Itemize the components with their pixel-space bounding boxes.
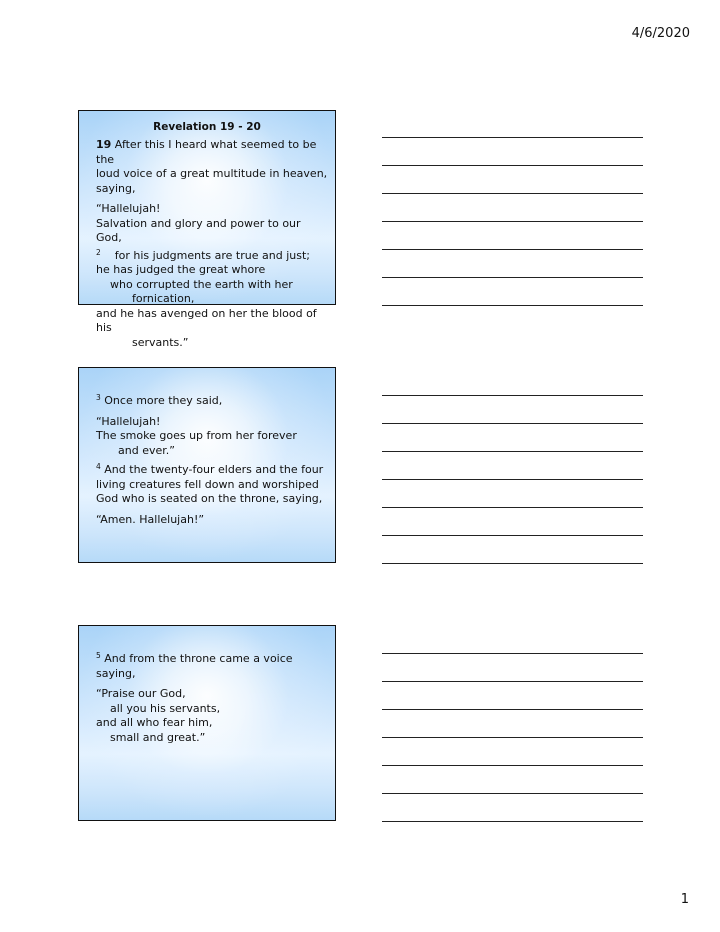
verse-text: After this I heard what seemed to be the <box>96 138 317 166</box>
handout-date: 4/6/2020 <box>631 26 690 41</box>
verse-line <box>96 246 329 264</box>
verse-line: loud voice of a great multitude in heaven, <box>96 167 328 180</box>
verse-line: saying, <box>96 666 136 680</box>
note-line <box>382 765 643 766</box>
verse-number: 19 <box>96 138 112 151</box>
verse-text: Once more they said, <box>100 394 223 407</box>
verse-line: The smoke goes up from her forever <box>96 429 297 442</box>
verse-line: living creatures fell down and worshiped <box>96 477 319 491</box>
slide-text <box>96 138 329 350</box>
verse-number: 3 <box>96 393 101 402</box>
verse-number: 2 <box>96 247 101 257</box>
page-number: 1 <box>680 892 689 907</box>
note-line <box>382 479 643 480</box>
note-line <box>382 395 643 396</box>
verse-line: “Amen. Hallelujah!” <box>96 512 205 526</box>
verse-line: Salvation and glory and power to our God, <box>96 216 301 244</box>
note-line <box>382 507 643 508</box>
verse-line: “Praise our God, <box>96 687 186 700</box>
note-line <box>382 277 643 278</box>
note-line <box>382 563 643 564</box>
verse-line: and ever.” <box>118 443 175 457</box>
verse-number: 4 <box>96 462 101 471</box>
note-line <box>382 821 643 822</box>
note-line <box>382 165 643 166</box>
note-line <box>382 653 643 654</box>
verse-line: “Hallelujah! <box>96 202 161 215</box>
verse-line: servants.” <box>132 335 189 349</box>
verse-line <box>96 460 329 478</box>
note-line <box>382 137 643 138</box>
verse-line: saying, <box>96 181 136 195</box>
verse-line: and all who fear him, <box>96 716 213 729</box>
slide-thumbnail-1 <box>78 110 336 349</box>
verse-line <box>96 649 329 667</box>
note-line <box>382 535 643 536</box>
verse-line: God who is seated on the throne, saying, <box>96 492 323 505</box>
note-line <box>382 305 643 306</box>
slide-thumbnail-3 <box>78 625 336 821</box>
note-line <box>382 451 643 452</box>
note-line <box>382 793 643 794</box>
verse-line: fornication, <box>132 292 195 305</box>
note-line <box>382 221 643 222</box>
note-line <box>382 737 643 738</box>
slide-text <box>96 649 329 745</box>
slide-thumbnail-2 <box>78 367 336 563</box>
verse-line: small and great.” <box>110 730 206 744</box>
note-line <box>382 193 643 194</box>
verse-line: who corrupted the earth with her <box>110 277 293 291</box>
note-line <box>382 681 643 682</box>
verse-number: 5 <box>96 651 101 660</box>
verse-line: he has judged the great whore <box>96 263 266 276</box>
note-line <box>382 709 643 710</box>
note-line <box>382 249 643 250</box>
slide-text <box>96 391 329 527</box>
note-line <box>382 423 643 424</box>
verse-line: “Hallelujah! <box>96 414 161 428</box>
verse-text: And the twenty-four elders and the four <box>100 463 324 476</box>
verse-line <box>96 391 329 409</box>
verse-text: for his judgments are true and just; <box>114 248 310 262</box>
verse-text: And from the throne came a voice <box>100 652 293 665</box>
verse-line <box>96 138 329 167</box>
verse-line: all you his servants, <box>110 701 221 715</box>
slide-title: Revelation 19 - 20 <box>153 121 261 133</box>
verse-line: and he has avenged on her the blood of his <box>96 306 317 334</box>
